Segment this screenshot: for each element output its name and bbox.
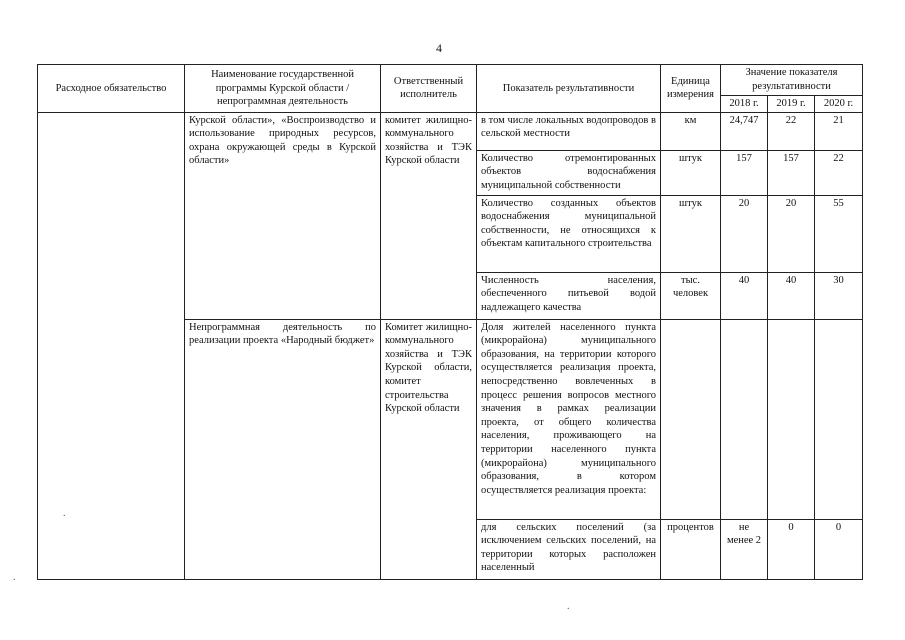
- value-2020-cell: [815, 319, 863, 519]
- value-2020-cell: 30: [815, 272, 863, 319]
- value-2018-cell: 24,747: [721, 112, 768, 150]
- scan-speck: .: [13, 572, 16, 583]
- unit-cell: км: [661, 112, 721, 150]
- header-unit: Единица измерения: [661, 65, 721, 113]
- program-cell: Непрограммная деятельность по реализации проекта «Народный бюджет»: [185, 319, 381, 579]
- indicator-cell: Доля жителей населенного пункта (микрорайона) муниципального образования, на территории которого осуществляется реализация проекта, непосредственно вовлеченных в процесс решения вопросов местного значения в рамках реализации проекта, от общего количества населения, проживающего на территории населенного пункта (микрорайона) муниципального образования, в котором осуществляется реализация проекта:: [477, 319, 661, 519]
- unit-cell: тыс. человек: [661, 272, 721, 319]
- unit-cell: штук: [661, 195, 721, 272]
- header-program: Наименование государственной программы Курской области / непрограммная деятельность: [185, 65, 381, 113]
- value-2019-cell: 22: [768, 112, 815, 150]
- header-indicator: Показатель результативности: [477, 65, 661, 113]
- unit-cell: [661, 319, 721, 519]
- executor-cell: комитет жилищно-коммунального хозяйства и ТЭК Курской области: [381, 112, 477, 319]
- value-2020-cell: 22: [815, 150, 863, 195]
- header-obligation: Расходное обязательство: [38, 65, 185, 113]
- indicator-cell: в том числе локальных водопроводов в сельской местности: [477, 112, 661, 150]
- indicator-cell: Количество созданных объектов водоснабжения муниципальной собственности, не относящихся к объектам капитального строительства: [477, 195, 661, 272]
- header-executor: Ответственный исполнитель: [381, 65, 477, 113]
- indicators-table: [37, 64, 863, 580]
- value-2019-cell: 0: [768, 519, 815, 579]
- unit-cell: штук: [661, 150, 721, 195]
- table-row: [38, 112, 863, 150]
- executor-cell: Комитет жилищно-коммунального хозяйства и ТЭК Курской области, комитет строительства Курской области: [381, 319, 477, 579]
- indicator-cell: для сельских поселений (за исключением сельских поселений, на территории которых расположен населенный: [477, 519, 661, 579]
- value-2019-cell: 40: [768, 272, 815, 319]
- program-cell: Курской области», «Воспроизводство и использование природных ресурсов, охрана окружающей среды в Курской области»: [185, 112, 381, 319]
- value-2019-cell: [768, 319, 815, 519]
- header-year-2020: 2020 г.: [815, 96, 863, 113]
- indicator-cell: Численность населения, обеспеченного питьевой водой надлежащего качества: [477, 272, 661, 319]
- page-number: 4: [436, 41, 442, 55]
- value-2018-cell: 40: [721, 272, 768, 319]
- value-2020-cell: 21: [815, 112, 863, 150]
- scan-speck: .: [567, 601, 570, 612]
- unit-cell: процентов: [661, 519, 721, 579]
- value-2018-cell: 157: [721, 150, 768, 195]
- value-2018-cell: не менее 2: [721, 519, 768, 579]
- header-year-2019: 2019 г.: [768, 96, 815, 113]
- header-values: Значение показателя результативности: [721, 65, 863, 96]
- obligation-cell: [38, 112, 185, 579]
- value-2018-cell: 20: [721, 195, 768, 272]
- value-2019-cell: 157: [768, 150, 815, 195]
- value-2020-cell: 55: [815, 195, 863, 272]
- header-row: [38, 65, 863, 96]
- header-year-2018: 2018 г.: [721, 96, 768, 113]
- indicator-cell: Количество отремонтированных объектов водоснабжения муниципальной собственности: [477, 150, 661, 195]
- value-2018-cell: [721, 319, 768, 519]
- value-2019-cell: 20: [768, 195, 815, 272]
- value-2020-cell: 0: [815, 519, 863, 579]
- scan-speck: .: [63, 508, 66, 519]
